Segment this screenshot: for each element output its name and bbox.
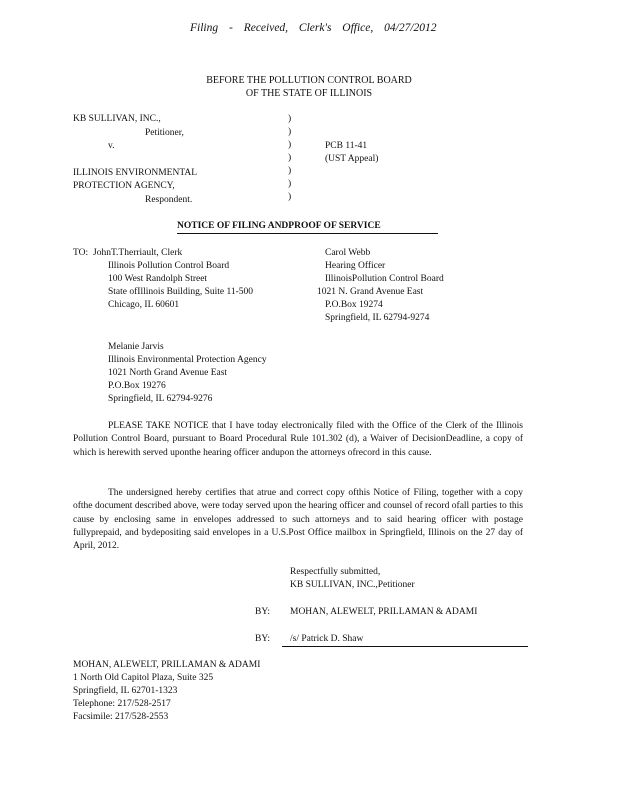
electronic-signature: /s/ Patrick D. Shaw [290, 634, 364, 644]
bracket: ) [288, 114, 292, 124]
agency-line: Melanie Jarvis [108, 342, 164, 352]
respondent-name-line2: PROTECTION AGENCY, [73, 181, 175, 191]
bracket: ) [288, 166, 292, 176]
hearing-officer-line: Hearing Officer [325, 261, 386, 271]
firm-address-line2: Springfield, IL 62701-1323 [73, 686, 178, 696]
signature-line [282, 646, 528, 647]
filing-header: Filing - Received, Clerk's Office, 04/27/2012 [190, 22, 437, 34]
agency-line: 1021 North Grand Avenue East [108, 368, 228, 378]
hearing-officer-line: Springfield, IL 62794-9274 [325, 313, 430, 323]
by-label-signer: BY: [255, 634, 270, 644]
case-number: PCB 11-41 [325, 141, 368, 151]
notice-title-underline [177, 233, 438, 234]
firm-name: MOHAN, ALEWELT, PRILLAMAN & ADAMI [73, 660, 261, 670]
court-title-line2: OF THE STATE OF ILLINOIS [245, 88, 373, 99]
firm-contact-block [73, 659, 260, 724]
petitioner-name: KB SULLIVAN, INC., [73, 114, 161, 124]
clerk-line: JohnT.Therriault, Clerk [93, 248, 183, 258]
bracket: ) [288, 192, 292, 202]
court-title-line1: BEFORE THE POLLUTION CONTROL BOARD [206, 75, 412, 86]
caption-brackets [288, 113, 291, 204]
hearing-officer-address [317, 247, 444, 325]
bracket: ) [288, 153, 292, 163]
hearing-officer-line: 1021 N. Grand Avenue East [317, 287, 424, 297]
versus: v. [108, 141, 115, 151]
agency-address [108, 341, 267, 406]
agency-line: P.O.Box 19276 [108, 381, 166, 391]
hearing-officer-line: P.O.Box 19274 [325, 300, 383, 310]
respectfully-submitted: Respectfully submitted, [290, 567, 381, 577]
agency-line: Illinois Environmental Protection Agency [108, 355, 267, 365]
to-label: TO: [73, 248, 89, 258]
case-type: (UST Appeal) [325, 154, 379, 164]
firm-telephone: Telephone: 217/528-2517 [73, 699, 171, 709]
by-label-firm: BY: [255, 607, 270, 617]
clerk-line: 100 West Randolph Street [108, 274, 208, 284]
agency-line: Springfield, IL 62794-9276 [108, 394, 213, 404]
bracket: ) [288, 127, 292, 137]
respondent-name-line1: ILLINOIS ENVIRONMENTAL [73, 168, 198, 178]
bracket: ) [288, 179, 292, 189]
hearing-officer-line: IllinoisPollution Control Board [325, 274, 444, 284]
petitioner-role: Petitioner, [145, 128, 184, 138]
clerk-line: Illinois Pollution Control Board [108, 261, 230, 271]
respondent-role: Respondent. [145, 195, 193, 205]
signing-firm: MOHAN, ALEWELT, PRILLAMAN & ADAMI [290, 607, 478, 617]
notice-paragraph: PLEASE TAKE NOTICE that I have today electronically filed with the Office of the Clerk of the Illinois Pollution Control Board, pursuant to Board Procedural Rule 101.302 (d), a Waiver of DecisionDeadline, a copy of which is herewith served uponthe hearing officer andupon the attorneys ofrecord in this cause. [73, 421, 523, 458]
certificate-of-service-paragraph: The undersigned hereby certifies that atrue and correct copy ofthis Notice of Filing, together with a copy ofthe document described above, were today served upon the hearing officer and counsel of record ofall parties to this cause by enclosing same in envelopes addressed to such attorneys and to said hearing officer with postage fullyprepaid, and bydepositing said envelopes in a U.S.Post Office mailbox in Springfield, Illinois on the 27 day of April, 2012. [73, 488, 523, 552]
submitting-party: KB SULLIVAN, INC.,Petitioner [290, 580, 415, 590]
clerk-line: Chicago, IL 60601 [108, 300, 180, 310]
notice-title: NOTICE OF FILING ANDPROOF OF SERVICE [177, 221, 381, 231]
bracket: ) [288, 140, 292, 150]
hearing-officer-line: Carol Webb [325, 248, 371, 258]
clerk-address [93, 247, 253, 312]
firm-address-line1: 1 North Old Capitol Plaza, Suite 325 [73, 673, 214, 683]
clerk-line: State ofIllinois Building, Suite 11-500 [108, 287, 254, 297]
firm-facsimile: Facsimile: 217/528-2553 [73, 712, 169, 722]
